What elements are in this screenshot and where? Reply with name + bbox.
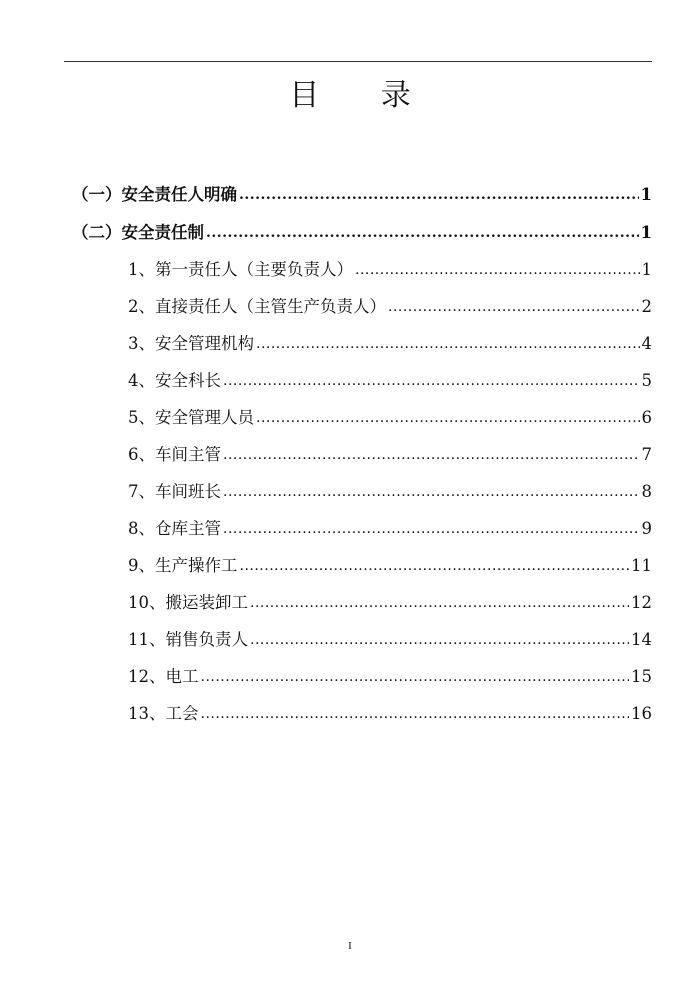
toc-entry-page: 1 — [640, 223, 652, 242]
toc-entry-label: （一）安全责任人明确 — [72, 185, 237, 204]
toc-title: 目 录 — [289, 78, 437, 113]
toc-entry-label: 13、工会 — [128, 704, 199, 723]
toc-dot-leader — [201, 662, 630, 692]
toc-dot-leader — [240, 551, 630, 581]
toc-entry[interactable] — [128, 403, 652, 433]
toc-entry-page: 16 — [631, 704, 652, 723]
toc-entry[interactable] — [128, 477, 652, 507]
toc-entry[interactable] — [128, 625, 652, 655]
toc-entry-label: 2、直接责任人（主管生产负责人） — [128, 297, 386, 316]
toc-entry-label: 10、搬运装卸工 — [128, 593, 248, 612]
toc-dot-leader — [250, 625, 629, 655]
toc-entry-label: 3、安全管理机构 — [128, 334, 254, 353]
toc-dot-leader — [223, 514, 640, 544]
toc-entry-page: 12 — [631, 593, 652, 612]
toc-entry-page: 14 — [631, 630, 652, 649]
toc-entry-label: 4、安全科长 — [128, 371, 221, 390]
toc-entry-page: 5 — [641, 371, 652, 390]
page-number: I — [348, 940, 352, 952]
toc-entry[interactable] — [128, 588, 652, 618]
toc-entry-page: 1 — [640, 185, 652, 204]
toc-entry[interactable] — [128, 551, 652, 581]
toc-entry-label: 11、销售负责人 — [128, 630, 248, 649]
toc-entry[interactable] — [72, 180, 652, 210]
toc-entry-label: 9、生产操作工 — [128, 556, 238, 575]
toc-entry-label: 1、第一责任人（主要负责人） — [128, 260, 353, 279]
toc-dot-leader — [256, 403, 640, 433]
toc-entry[interactable] — [72, 218, 652, 248]
toc-entry[interactable] — [128, 329, 652, 359]
toc-entry[interactable] — [128, 255, 652, 285]
toc-entry-label: 8、仓库主管 — [128, 519, 221, 538]
toc-dot-leader — [223, 477, 640, 507]
header-rule — [64, 61, 652, 62]
toc-dot-leader — [256, 329, 640, 359]
toc-dot-leader — [223, 440, 640, 470]
toc-entry-page: 15 — [631, 667, 652, 686]
toc-dot-leader — [250, 588, 629, 618]
toc-entry-label: 7、车间班长 — [128, 482, 221, 501]
toc-dot-leader — [201, 699, 630, 729]
toc-entry[interactable] — [128, 366, 652, 396]
toc-entry-page: 8 — [641, 482, 652, 501]
toc-entry-page: 11 — [631, 556, 652, 575]
toc-entry-page: 9 — [641, 519, 652, 538]
toc-entry-page: 6 — [641, 408, 652, 427]
toc-entry-page: 4 — [641, 334, 652, 353]
toc-entry[interactable] — [128, 662, 652, 692]
toc-entry[interactable] — [128, 699, 652, 729]
toc-entry[interactable] — [128, 440, 652, 470]
toc-dot-leader — [388, 292, 640, 322]
toc-dot-leader — [206, 218, 639, 248]
toc-entry-label: 12、电工 — [128, 667, 199, 686]
toc-entry[interactable] — [128, 514, 652, 544]
toc-dot-leader — [239, 180, 639, 210]
toc-entry-label: 5、安全管理人员 — [128, 408, 254, 427]
toc-entry[interactable] — [128, 292, 652, 322]
toc-entry-label: 6、车间主管 — [128, 445, 221, 464]
toc-entry-page: 2 — [641, 297, 652, 316]
toc-dot-leader — [223, 366, 640, 396]
toc-entry-page: 7 — [641, 445, 652, 464]
toc-entry-page: 1 — [641, 260, 652, 279]
toc-dot-leader — [355, 255, 640, 285]
toc-entry-label: （二）安全责任制 — [72, 223, 204, 242]
